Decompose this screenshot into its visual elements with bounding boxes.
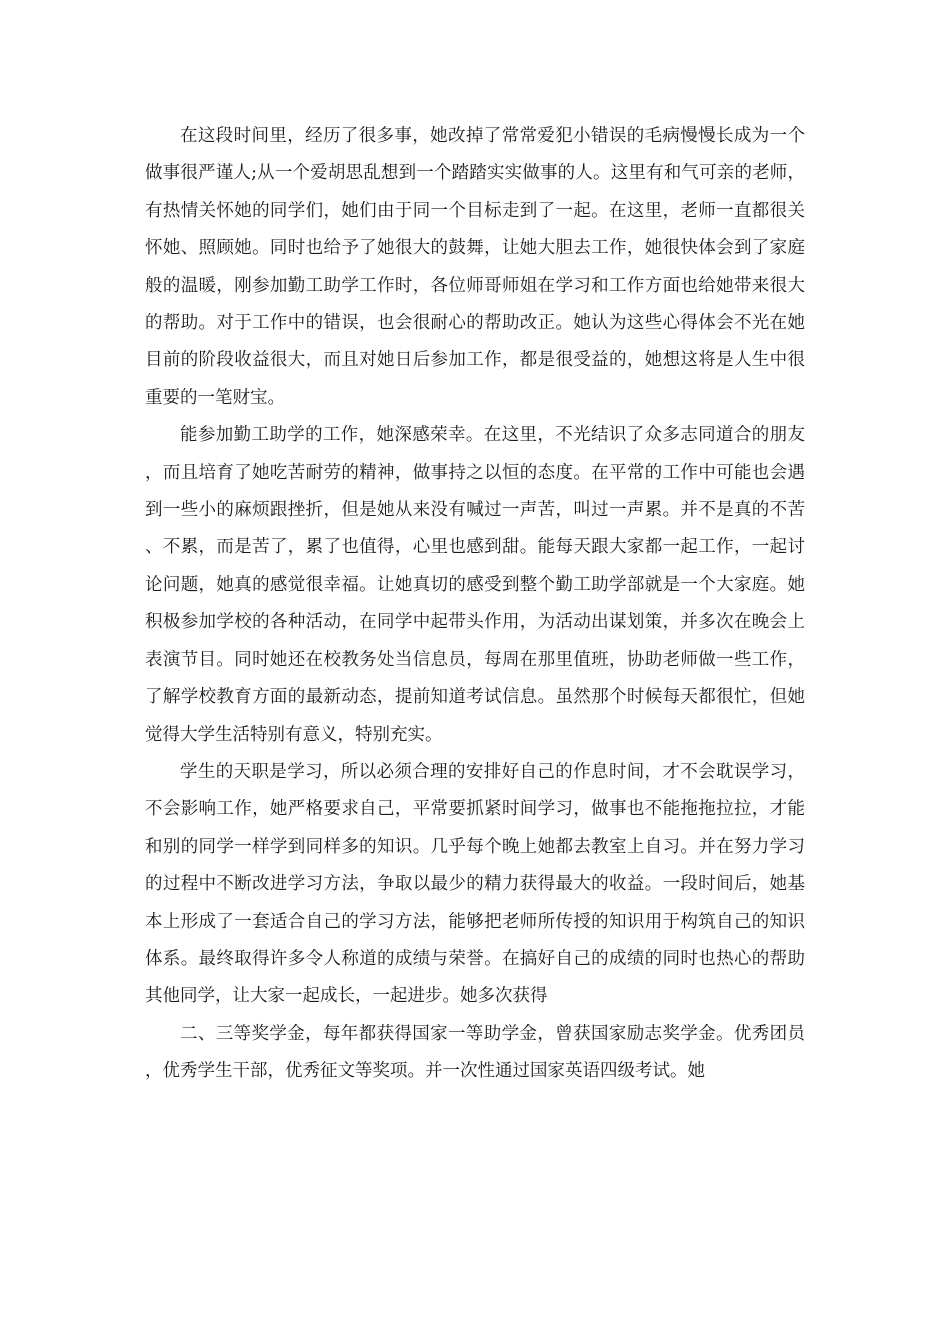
paragraph-1: 在这段时间里，经历了很多事，她改掉了常常爱犯小错误的毛病慢慢长成为一个做事很严谨人;从一个爱胡思乱想到一个踏踏实实做事的人。这里有和气可亲的老师，有热情关怀她的同学们，她们由于同一个目标走到了一起。在这里，老师一直都很关怀她、照顾她。同时也给予了她很大的鼓舞，让她大胆去工作，她很快体会到了家庭般的温暖，刚参加勤工助学工作时，各位师哥师姐在学习和工作方面也给她带来很大的帮助。对于工作中的错误，也会很耐心的帮助改正。她认为这些心得体会不光在她目前的阶段收益很大，而且对她日后参加工作，都是很受益的，她想这将是人生中很重要的一笔财宝。: [145, 126, 805, 408]
paragraph-4: 二、三等奖学金，每年都获得国家一等助学金，曾获国家励志奖学金。优秀团员，优秀学生干部，优秀征文等奖项。并一次性通过国家英语四级考试。她: [145, 1023, 805, 1082]
paragraph-3: 学生的天职是学习，所以必须合理的安排好自己的作息时间，才不会耽误学习，不会影响工作，她严格要求自己，平常要抓紧时间学习，做事也不能拖拖拉拉，才能和别的同学一样学到同样多的知识。几乎每个晚上她都去教室上自习。并在努力学习的过程中不断改进学习方法，争取以最少的精力获得最大的收益。一段时间后，她基本上形成了一套适合自己的学习方法，能够把老师所传授的知识用于构筑自己的知识体系。最终取得许多令人称道的成绩与荣誉。在搞好自己的成绩的同时也热心的帮助其他同学，让大家一起成长，一起进步。她多次获得: [145, 761, 805, 1007]
document-body: [145, 118, 805, 1091]
paragraph-2: 能参加勤工助学的工作，她深感荣幸。在这里，不光结识了众多志同道合的朋友，而且培育了她吃苦耐劳的精神，做事持之以恒的态度。在平常的工作中可能也会遇到一些小的麻烦跟挫折，但是她从来没有喊过一声苦，叫过一声累。并不是真的不苦、不累，而是苦了，累了也值得，心里也感到甜。能每天跟大家都一起工作，一起讨论问题，她真的感觉很幸福。让她真切的感受到整个勤工助学部就是一个大家庭。她积极参加学校的各种活动，在同学中起带头作用，为活动出谋划策，并多次在晚会上表演节目。同时她还在校教务处当信息员，每周在那里值班，协助老师做一些工作，了解学校教育方面的最新动态，提前知道考试信息。虽然那个时候每天都很忙，但她觉得大学生活特别有意义，特别充实。: [145, 425, 805, 745]
